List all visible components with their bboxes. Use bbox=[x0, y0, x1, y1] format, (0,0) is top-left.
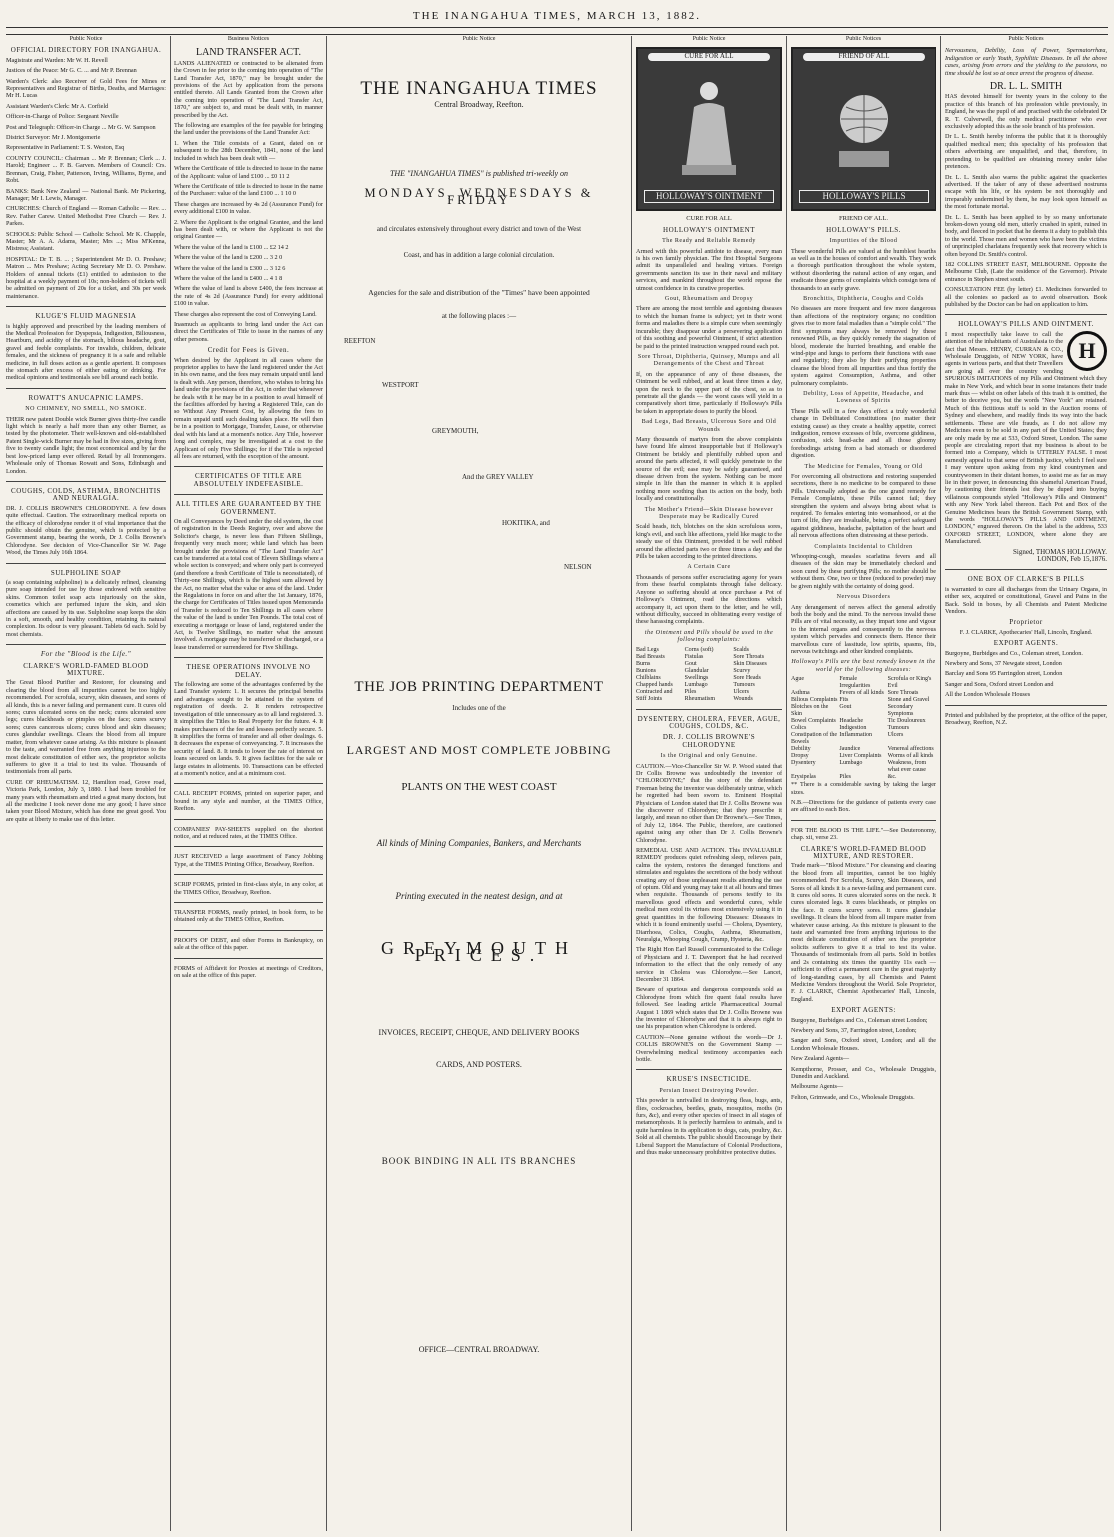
paragraph: If, on the appearance of any of these diseases, the Ointment be well rubbed, and at least three times a day, upon the neck to the upper part of the chest, so as to penetrate all the glands — the worst cases will yield in a comparatively short time, particularly if Holloway's Pills be taken in appropriate doses to purify the blood. bbox=[636, 370, 782, 415]
town: HOKITIKA, and bbox=[502, 519, 550, 528]
divider bbox=[945, 569, 1107, 570]
sub-heading: Impurities of the Blood bbox=[829, 238, 898, 245]
list-item: Bowel Complaints bbox=[791, 718, 836, 725]
list-item: Jaundice bbox=[839, 746, 861, 753]
sub-heading: Gout, Rheumatism and Dropsy bbox=[664, 296, 754, 303]
column-head: Public Notice bbox=[69, 36, 103, 42]
operations-head: THESE OPERATIONS INVOLVE NO DELAY. bbox=[186, 663, 311, 679]
complaints-head: the Ointment and Pills should be used in the following complaints: bbox=[644, 629, 774, 644]
land-transfer-title: LAND TRANSFER ACT. bbox=[196, 47, 301, 59]
credit-head: Credit for Fees is Given. bbox=[207, 346, 290, 355]
list-item: Piles bbox=[839, 774, 851, 781]
divider bbox=[6, 306, 166, 307]
list-item: Worms of all kinds bbox=[887, 753, 934, 760]
smith-consult: CONSULTATION FEE (by letter) £1. Medicines forwarded to all the colonies so packed as to avoid observation. Book published by the Doctor can be had on application to him. bbox=[945, 286, 1107, 308]
divider bbox=[174, 902, 323, 903]
soap-title: SULPHOLINE SOAP bbox=[50, 568, 122, 577]
fees-intro: The following are examples of the fee payable for bringing the land under the provisions of the Land Transfer Act: bbox=[174, 122, 323, 137]
clarke-testimonial: CURE OF RHEUMATISM. 12, Hamilton road, Grove road, Victoria Park, London, July 3, 1880. I had been troubled for many years with rheumatism and tried a great many doctors, but all the medicine I took never done me any good; I have since taken your Blood Mixture, which has done me great good. You are quite at liberty to make use of this letter. bbox=[6, 778, 166, 823]
divider bbox=[174, 958, 323, 959]
sub-heading: Nervous Disorders bbox=[836, 594, 891, 601]
list-item: Headache bbox=[839, 718, 863, 725]
list-item: Sore Throats bbox=[733, 653, 765, 660]
diseases-table bbox=[791, 676, 936, 781]
beware-text: Beware of spurious and dangerous compounds sold as Chlorodyne from which fire quent fatal results have followed. See leading article Pharmaceutical Journal August 1 1869 which states that Dr J. Collis Browne was the inventor of Chlorodyne and that it is always right to use his preparation when Chlorodyne is ordered. bbox=[636, 986, 782, 1031]
soap-text: (a soap containing sulpholine) is a delicately refined, cleansing pure soap intended for use by those endowed with sensitive skins. Common toilet soap acts injuriously on the skin, cosmetics which are perfumed injure the skin, and skin affections are caused by its use. Sulpholine soap keeps the skin in a soft, smooth, and healthy condition, retaining its natural complexion. Its odour is very pleasant. Tablets 6d each. Sold by most chemists. bbox=[6, 578, 166, 638]
insecticide-title: KRUSE'S INSECTICIDE. bbox=[666, 1075, 752, 1084]
list-item: Ulcers bbox=[887, 732, 904, 739]
list-item: Erysipelas bbox=[791, 774, 816, 781]
masthead: THE INANGAHUA TIMES, MARCH 13, 1882. bbox=[412, 10, 702, 22]
pills-emblem bbox=[791, 47, 936, 211]
list-item: Chapped hands bbox=[636, 681, 673, 688]
list-item: Rheumatism bbox=[684, 695, 715, 702]
largest-text: LARGEST AND MOST COMPLETE JOBBING bbox=[346, 742, 612, 757]
fee-line: These charges are increased by 4s 2d (Assurance Fund) for every additional £100 in value. bbox=[174, 200, 323, 216]
list-item: Indigestion bbox=[839, 725, 867, 732]
divider bbox=[174, 930, 323, 931]
paragraph: Any derangement of nerves affect the general adroitly both the body and the mind. To the nervous invalid these Pills are of vital necessity, as they impart tone and vigour to the internal organs and consequently to the nervous system which pervades and connects them. Hence their marvellous cure of lassitude, low spirits, spasms, fits, nervous twitchings and other kindred complaints. bbox=[791, 603, 936, 655]
divider bbox=[636, 1069, 782, 1070]
fee-line: Where the value of land is above £400, the fees increase at the rate of 4s 2d (Assurance Fund) for every additional £100 in value. bbox=[174, 285, 323, 308]
column-head: Public Notices bbox=[1008, 36, 1044, 42]
export-head: EXPORT AGENTS: bbox=[831, 1006, 896, 1015]
column-head: Public Notices bbox=[845, 36, 882, 42]
chlorodyne-sub: Is the Original and only Genuine. bbox=[660, 753, 758, 760]
list-item: Scrofula or King's Evil bbox=[887, 676, 932, 690]
list-item: Secondary Symptoms bbox=[887, 704, 914, 718]
ad-transfer: TRANSFER FORMS, neatly printed, in book form, to be obtained only at the TIMES Office, Reefton. bbox=[174, 909, 323, 924]
guaranteed-head: ALL TITLES ARE GUARANTEED BY THE GOVERNMENT. bbox=[175, 500, 322, 516]
kluge-text: is highly approved and prescribed by the leading members of the Medical Profession for Dyspepsia, Indigestion, Biliousness, Heartburn, and acidity of the stomach, bilious headache, gout, gravel and feeble complaints. For invalids, children, delicate females, and the sickness of pregnancy it is a safe and reliable medicine, in full doses action as a gentle aperient. It composes the stomach after excess of either eating or drinking. For medical opinions and testimonials see bill around each bottle. bbox=[6, 322, 166, 382]
clarke-text: Trade mark—"Blood Mixture." For cleansing and clearing the blood from all impurities, cannot be too highly recommended. For Scrofula, Scurvy, Skin Diseases, and Sores of all kinds it is a never-failing and permanent cure. It cures old sores. It cures ulcerated sores on the neck. It cures ulcerated legs. It cures blackheads, or pimples on the face. It cures scurvy sores. It cures glandular swellings. It clears the blood from all impure matter from whatever cause arising. As this mixture is pleasant to the taste and warranted free from anything injurious to the most delicate constitution of either sex the proprietor solicits sufferers to give it a trial to test its value. Thousands of testimonials from all parts. Sold in bottles and 2s containing six times the quantity 11s each — sufficient to effect a permanent cure in the great majority of long-standing cases, by all Chemists and Patent Medicine Vendors throughout the World. Sole Proprietor, F. J. CLARKE, Chemist Apothecaries' Hall, Lincoln, England. bbox=[791, 862, 936, 1003]
kluge-title: KLUGE'S FLUID MAGNESIA bbox=[35, 312, 137, 321]
list-item: Chilblains bbox=[636, 674, 661, 681]
list-item: Constipation of the Bowels bbox=[791, 732, 837, 746]
circulation-text: and circulates extensively throughout every district and town of the West bbox=[376, 225, 582, 234]
cards-text: CARDS, AND POSTERS. bbox=[436, 1059, 522, 1069]
list-item: Glandular bbox=[684, 667, 709, 674]
fees-note: These charges also represent the cost of Conveying Land. bbox=[174, 310, 317, 318]
divider bbox=[945, 314, 1107, 315]
paragraph: Dr. L. L. Smith has been applied to by so many unfortunate broken-down young old men, utterly crushed in spirit, ruined in body, and fleeced in pocket that he deems it a duty to publish this to the world. Those men and women who have been the victims of unprincipled charlatans frequently seek that recovery which is often beyond Dr. Smith's control. bbox=[945, 213, 1107, 258]
paragraph: No diseases are more frequent and few more dangerous than affections of the respiratory organs; no condition gives rise to more fatal maladies than a "simple cold." The first symptoms may always be removed by these renowned Pills, as they quickly remedy the stagnation of blood, moderate the hurried breathing, and enable the wind-pipe and lungs to perform their functions with ease and regularity; they also by their purifying properties cleanse the blood from all impurities and thus fortify the system against Consumption, Asthma, and other pulmonary complaints. bbox=[791, 305, 936, 387]
coughs-text: DR. J. COLLIS BROWNE'S CHLORODYNE. A few doses quite effectual. Caution. The extraordinary medical reports on the efficacy of chlorodyne render it of vital importance that the public should obtain the genuine, which is protected by a Government stamp, bearing the words, Dr J. Collis Browne's Chlorodyne. See decision of Vice-Chancellor Sir W. Page Wood, the Times July 16th 1864. bbox=[6, 504, 166, 557]
mining-text: All kinds of Mining Companies, Bankers, and Merchants bbox=[376, 837, 582, 848]
russell-text: The Right Hon Earl Russell communicated to the College of Physicians and J. T. Davenport that he had received information to the effect that the only remedy of any service in Cholera was Chlorodyne.—See Lancet, December 31 1864. bbox=[636, 946, 782, 983]
list-item: Bad Breasts bbox=[636, 653, 665, 660]
publication-days: MONDAYS, WEDNESDAYS & FRIDAY bbox=[364, 185, 594, 208]
column-divider bbox=[631, 36, 632, 1531]
column-divider bbox=[786, 36, 787, 1531]
list-item: Burns bbox=[636, 660, 651, 667]
divider bbox=[174, 846, 323, 847]
coughs-title: COUGHS, COLDS, ASTHMA, BRONCHITIS AND NEURALGIA. bbox=[11, 486, 161, 503]
rowatt-title: ROWATT'S ANUCAPNIC LAMPS. bbox=[28, 393, 144, 402]
ad-pay-sheets: COMPANIES' PAY-SHEETS supplied on the shortest notice, and at reduced rates, at the TIMES Office. bbox=[174, 825, 323, 840]
churches: CHURCHES: Church of England — Roman Catholic — Rev. ... Rev. Father Carew. United Methodist Free Church — Rev. J. Parkes. bbox=[6, 205, 166, 228]
paragraph: These Pills will in a few days effect a truly wonderful change in Debilitated Constitutions (no matter their existing cause) as they create a healthy appetite, correct indigestion, remove excesses of bile, overcome giddiness, confusion, sick head-ache and all those gloomy forebodings arising from a bad stomach or disordered digestion. bbox=[791, 407, 936, 460]
list-item: Debility bbox=[791, 746, 811, 753]
emblem-label: HOLLOWAY'S PILLS bbox=[799, 190, 929, 203]
ointment-emblem bbox=[636, 47, 782, 211]
town: NELSON bbox=[564, 563, 592, 572]
box-title: ONE BOX OF CLARKE'S B PILLS bbox=[967, 575, 1085, 584]
plants-text: PLANTS ON THE WEST COAST bbox=[401, 781, 557, 794]
list-item: Weakness, from what ever cause bbox=[887, 760, 927, 774]
credit-text: When desired by the Applicant in all cases where the proprietor applies to have the land registered under the Act in his own name, and the fees may remain unpaid until land is dealt with. Any person, therefore, who wishes to bring his land under the provisions of the Act, in order that whenever he deals with it he may be in a position to avail himself of the facilities afforded by having a Registered Title, can do so Without Any Present Cost, by allowing the fees to remain unpaid until such dealing takes place. He will then be in a position to Mortgage, Transfer, Lease, or otherwise deal with his land at a moment's notice. Any Title, however long and complex, may be investigated at a cost to the Applicant of only Five Shillings; for if the Title is rejected all fees are returned, with the exception of the amount. bbox=[174, 356, 323, 460]
export-line: Burgoyne, Burbidges and Co., Coleman street London; bbox=[791, 1016, 928, 1024]
column-head: Business Notices bbox=[227, 36, 270, 42]
sub-heading: The Medicine for Females, Young or Old bbox=[804, 463, 923, 470]
list-item: &c. bbox=[887, 774, 897, 781]
column-head: Public Notice bbox=[462, 36, 496, 42]
fee-line: Where the Certificate of title is directed to issue in the name of the Applicant: value of land £100 ... £0 11 2 bbox=[174, 165, 323, 180]
insecticide-sub: Persian Insect Destroying Powder. bbox=[659, 1087, 759, 1094]
directory-line: Officer-in-Charge of Police: Sergeant Neville bbox=[6, 113, 119, 121]
globe-figure-icon bbox=[829, 77, 899, 177]
signature: Signed, THOMAS HOLLOWAY. bbox=[1013, 547, 1107, 556]
list-item: Female Irregularities bbox=[839, 676, 871, 690]
directory-line: Representative in Parliament: T. S. Weston, Esq bbox=[6, 144, 125, 152]
directory-line: Magistrate and Warden: Mr W. H. Revell bbox=[6, 56, 108, 64]
hospital: HOSPITAL: Dr T. B. ... ; Superintendent Mr D. O. Preshaw; Matron ... Mrs Preshaw; Acting Secretary Mr D. O. Preshaw. Holders of annual tickets (£1) entitled to admission to the hospital at a weekly payment of 10s; non-holders of tickets will be admitted on payment of 20s for a ticket, and 30s per week maintenance. bbox=[6, 255, 166, 300]
divider bbox=[636, 709, 782, 710]
list-item: Tumours bbox=[733, 681, 755, 688]
divider bbox=[791, 820, 936, 821]
directory-line: District Surveyor: Mr J. Montgomerie bbox=[6, 134, 101, 142]
export-line: Newbery and Sons, 37, Farringdon street, London; bbox=[791, 1026, 917, 1034]
paragraph: Dr. L. L. Smith also warns the public against the quackeries advertised. If the taker of any of these advertised nostrums escape with his life, or his system be not thoroughly and irreparably undermined by them, he may look upon himself as the most fortunate mortal. bbox=[945, 173, 1107, 211]
chlorodyne-title: DR. J. COLLIS BROWNE'S CHLORODYNE bbox=[662, 733, 756, 749]
paragraph: These wonderful Pills are valued at the humblest hearths as well as in the houses of comfort and wealth. They work a thorough purification throughout the whole system, without disordering the natural action of any organ, and eradicate those germs of complaints which consign tens of thousands to an early grave. bbox=[791, 247, 936, 292]
places-text: at the following places :— bbox=[441, 311, 517, 320]
paragraph: There are among the most terrible and agonising diseases to which the human frame is subject; yet in their worst forms and maladies there is a simple cure when seemingly incurable; they disappear under a persevering application of this soothing and powerful Ointment, if strict attention be paid to the printed instruction wrapped round each pot. bbox=[636, 305, 782, 350]
blood-head: For the "Blood is the Life." bbox=[40, 650, 132, 659]
list-item: Swellings bbox=[684, 674, 709, 681]
paragraph: Scald heads, itch, blotches on the skin scrofulous sores, king's evil, and such like affections, yield like magic to the steady use of this Ointment, provided it be well rubbed around the affected parts two or three times a day and the Pills be taken according to the printed directions. bbox=[636, 523, 782, 561]
list-item: Dropsy bbox=[791, 753, 809, 760]
divider bbox=[174, 657, 323, 658]
export-line: Kempthorne, Prosser, and Co., Wholesale Druggists, Dunedin and Auckland. bbox=[791, 1065, 936, 1080]
column-5 bbox=[791, 36, 936, 1531]
schools: SCHOOLS: Public School — Catholic School. Mr K. Chapple, Master; Mr A. A. Adams, Master; Mrs ...; Miss M'Kenna, Mistress; Assistant. bbox=[6, 230, 166, 253]
agencies-text: Agencies for the sale and distribution of the "Times" have been appointed bbox=[368, 288, 590, 298]
clarke-title: CLARKE'S WORLD-FAMED BLOOD MIXTURE. bbox=[23, 661, 149, 678]
town: REEFTON bbox=[344, 337, 376, 346]
list-item: Inflammation bbox=[839, 732, 872, 739]
export-line: Sanger and Sons, Oxford street, London; and all the London Wholesale Houses. bbox=[791, 1037, 936, 1052]
divider bbox=[174, 466, 323, 467]
clarke-address: F. J. CLARKE, Apothecaries' Hall, Lincoln, England. bbox=[959, 628, 1093, 636]
emblem-caption: FRIEND OF ALL. bbox=[839, 215, 888, 223]
divider bbox=[6, 563, 166, 564]
column-divider bbox=[170, 36, 171, 1531]
seated-figure-icon bbox=[674, 77, 744, 177]
invoices-text: INVOICES, RECEIPT, CHEQUE, AND DELIVERY BOOKS bbox=[378, 1028, 580, 1038]
complaints-table bbox=[636, 647, 782, 703]
box-text: is warranted to cure all discharges from the Urinary Organs, in either sex, acquired or constitutional, Gravel and Pains in the Back. Sold in boxes, by all Chemists and Patent Medicine Vendors. bbox=[945, 585, 1107, 616]
diseases-head: Holloway's Pills are the best remedy known in the world for the following diseases: bbox=[791, 659, 936, 673]
export-line: Burgoyne, Burbidges and Co., Coleman street, London. bbox=[945, 649, 1083, 657]
export-line: New Zealand Agents— bbox=[791, 1055, 850, 1063]
paragraph: HAS devoted himself for twenty years in the colony to the practice of this branch of his profession while previously, in England, he was the pupil of and practised with the celebrated Dr R. T. Culverwell, the only medical practitioner who ever exclusively adopted this as the sole branch of his profession. bbox=[945, 93, 1107, 131]
list-item: Sore Throats bbox=[887, 690, 919, 697]
sub-heading: Complaints Incidental to Children bbox=[814, 543, 913, 550]
nb-note: N.B.—Directions for the guidance of patients every case are affixed to each Box. bbox=[791, 798, 936, 814]
export-line: Barclay and Sons 95 Farringdon street, London bbox=[945, 670, 1063, 678]
paragraph: Thousands of persons suffer excruciating agony for years from these fearful complaints through false delicacy. Anyone so suffering should at once purchase a Pot of Holloway's Ointment, read the directions which accompany it, act upon them to the letter, and he will, without difficulty, succeed in obliterating every vestige of these harassing complaints. bbox=[636, 573, 782, 626]
center-advertisement bbox=[332, 36, 626, 1531]
divider bbox=[6, 388, 166, 389]
saving-note: ** There is a considerable saving by taking the larger sizes. bbox=[791, 781, 936, 796]
fee-line: Where the value of the land is £300 ... 3 12 6 bbox=[174, 264, 286, 272]
imprint: Printed and published by the proprietor, at the office of the paper, Broadway, Reefton, N.Z. bbox=[945, 711, 1107, 727]
list-item: Ulcers bbox=[733, 688, 749, 695]
list-item: Gout bbox=[684, 660, 697, 667]
ad-scrip: SCRIP FORMS, printed in first-class style, in any color, at the TIMES Office, Broadway, Reefton. bbox=[174, 881, 323, 896]
export-line: All the London Wholesale Houses bbox=[945, 691, 1031, 699]
proprietor-label: Proprietor bbox=[1009, 618, 1043, 627]
column-head: Public Notice bbox=[692, 36, 726, 42]
ointment-title: HOLLOWAY'S OINTMENT bbox=[663, 225, 755, 234]
dysentery-head: DYSENTERY, CHOLERA, FEVER, AGUE, COUGHS, COLDS, &C. bbox=[637, 714, 781, 730]
town: And the GREY VALLEY bbox=[462, 473, 534, 482]
fee-line: Where the value of the land is £100 ... £2 14 2 bbox=[174, 243, 289, 251]
guaranteed-text: On all Conveyances by Deed under the old system, the cost of registration in the Deeds Registry, over and above the Solicitor's charge, is never less than Fifteen Shillings, frequently very much more; while land which has been brought under the provisions of "The Land Transfer Act" can be transferred at a total cost of Eleven Shillings where a whole section is conveyed; and where only part is conveyed (and therefore a fresh Certificate of Title is necessitated), of Thirty-one Shillings, which is the highest sum allowed by the Act, no matter what the value or area of the land. Under the Regulations in force on and after the 1st January, 1876, the charge for Certificates of Titles issued upon Memoranda of Transfer is reduced to Ten Shillings in all cases where the value of the land is under Ten Pounds. The total cost of executing a mortgage or lease of land, registered under the Act, is Twelve Shillings, no matter what the amount involved. A mortgage may be transferred or discharged, or a lease transferred or surrendered for Five Shillings. bbox=[174, 517, 323, 651]
divider bbox=[174, 783, 323, 784]
export-line: Sanger and Sons, Oxford street London and bbox=[945, 680, 1054, 688]
clarke-text: The Great Blood Purifier and Restorer, for cleansing and clearing the blood from all impurities cannot be too highly recommended. For scrofula, scurvy, skin diseases, and sores of all kinds, this is a never failing and permanent cure. It cures old sores; cures ulcerated sores on the neck; cures ulcerated sore legs; cures blackheads or pimples on the face; cures scurvy sores; cures cancerous ulcers; cures blood and skin diseases; cures glandular swellings. Clears the blood from all impure matter, from whatever cause arising. As this mixture is pleasant to the taste, and warranted free from anything injurious to the most delicate constitution of either sex, the proprietor solicits sufferers to give it a trial to test its value. Thousands of testimonials from all parts. bbox=[6, 679, 166, 776]
town-list bbox=[332, 338, 626, 588]
bookbinding-text: BOOK BINDING IN ALL ITS BRANCHES bbox=[381, 1156, 577, 1167]
paper-address: Central Broadway, Reefton. bbox=[434, 99, 524, 109]
divider bbox=[174, 494, 323, 495]
list-item: Bad Legs bbox=[636, 646, 659, 653]
list-item: Liver Complaints bbox=[839, 753, 882, 760]
directory-line: Justices of the Peace: Mr G. C. ... and Mr P. Brennan bbox=[6, 67, 137, 75]
list-item: Stiff Joints bbox=[636, 695, 663, 702]
list-item: Dysentery bbox=[791, 760, 816, 767]
list-item: Tic Douloureux bbox=[887, 718, 926, 725]
emblem-label: HOLLOWAY'S OINTMENT bbox=[644, 190, 774, 203]
smith-title: DR. L. L. SMITH bbox=[989, 81, 1063, 93]
land-transfer-intro: LANDS ALIENATED or contracted to be alienated from the Crown in fee prior to the coming into operation of "The Land Transfer Act, 1870," may be brought under the provisions of the Act by application from the persons entitled thereto. All Lands Granted from the Crown after the coming into operation of "The Land Transfer Act, 1870," are subject to, and must be dealt with, in manner prescribed by the Act. bbox=[174, 59, 323, 119]
list-item: Piles bbox=[684, 688, 697, 695]
list-item: Colics bbox=[791, 725, 807, 732]
includes-text: Includes one of the bbox=[452, 704, 506, 713]
trademark-seal-icon: H bbox=[1067, 331, 1107, 371]
column-4 bbox=[636, 36, 782, 1531]
ad-proofs: PROOFS OF DEBT, and other Forms in Bankruptcy, on sale at the office of this paper. bbox=[174, 936, 323, 952]
sub-heading: A Certain Cure bbox=[687, 564, 731, 571]
directory-line: Warden's Clerk: also Receiver of Gold Fees for Mines or Representatives and Registrar of Births, Deaths, and Marriages: Mr H. Lucas bbox=[6, 77, 166, 100]
sub-heading: Debility, Loss of Appetite, Headache, and Lowness of Spirits bbox=[803, 390, 924, 405]
list-item: Wounds bbox=[733, 695, 753, 702]
list-item: Bilious Complaints bbox=[791, 697, 838, 704]
list-item: Scalds bbox=[733, 646, 749, 653]
list-item: Stone and Gravel bbox=[887, 697, 930, 704]
paragraph: Whooping-cough, measles scarlatina fevers and all diseases of the skin may be immediately checked and soon cured by these purifying Pills; no mother should be without them. One, two or three (reduced to powder) may be given nightly with the certainty of doing good. bbox=[791, 553, 936, 590]
list-item: Lumbago bbox=[839, 760, 863, 767]
export-head: EXPORT AGENTS. bbox=[993, 639, 1059, 648]
banks: BANKS: Bank New Zealand — National Bank. Mr Pickering, Manager; Mr I. Lewis, Manager. bbox=[6, 187, 166, 202]
paragraph: Armed with this powerful antidote to disease, every man is his own family physician. The first Hospital Surgeons admit its unparalleled and healing virtues. Foreign governments sanction its use in their naval and military services, and mankind throughout the world repose the utmost confidence in its curative properties. bbox=[636, 247, 782, 292]
pills-title: HOLLOWAY'S PILLS. bbox=[826, 225, 901, 234]
list-item: Asthma bbox=[791, 690, 810, 697]
signature-date: LONDON, Feb 15,1876. bbox=[1037, 555, 1107, 563]
job-department: THE JOB PRINTING DEPARTMENT bbox=[354, 679, 604, 696]
list-item: Scurvy bbox=[733, 667, 751, 674]
divider bbox=[174, 819, 323, 820]
list-item: Venereal affections bbox=[887, 746, 934, 753]
holloway-title: HOLLOWAY'S PILLS AND OINTMENT. bbox=[958, 320, 1094, 329]
list-item: Ague bbox=[791, 676, 804, 683]
list-item: Contracted and bbox=[636, 688, 673, 695]
sub-heading: Sore Throat, Diphtheria, Quinsey, Mumps and all Derangements of the Chest and Throat bbox=[637, 353, 781, 368]
fee-line: Where the value of the land is £200 ... 3 2 0 bbox=[174, 254, 283, 262]
export-line: Newbery and Sons, 37 Newgate street, London bbox=[945, 660, 1062, 668]
export-line: Felton, Grimwade, and Co., Wholesale Druggists. bbox=[791, 1093, 915, 1101]
divider bbox=[6, 644, 166, 645]
directory-title: OFFICIAL DIRECTORY FOR INANGAHUA. bbox=[10, 46, 162, 55]
column-2 bbox=[174, 36, 323, 1531]
paragraph: Dr L. L. Smith hereby informs the public that it is thoroughly qualified medical men; this speciality of his profession that others advertising are unqualified, and that, therefore, in pretending to be qualified are obtaining money under false pretences. bbox=[945, 133, 1107, 171]
rowatt-text: THEIR new patent Double wick Burner gives thirty-five candle light which is nearly a half more than any other Burner, as tested by the photometer. Their well-known and old-established Patent Single-wick Burner may be had in five sizes, giving from five to twenty candle light; the most economical and by far the best low-priced lamp ever offered. Retail by all Ironmongers. Wholesale only of Thomas Rowatt and Sons, Edinburgh and London. bbox=[6, 415, 166, 475]
holloway-text: I most respectfully take leave to call the attention of the inhabitants of Australasia to the fact that Messrs. HENRY, CURRAN & CO., Wholesale Druggists, of NEW YORK, have agents in various parts, and that their Travellers are going all over the country vending SPURIOUS IMITATIONS of my Pills and Ointment which they make in New York, and which bear in some instances their trade mark thus — whilst on other labels of this trash it is omitted, the better to deceive you, but the words "New York" are retained. Much of this fictitious stuff is sold in the Auction rooms of Sydney and elsewhere, and readily finds its way into the back settlements. These are vile frauds, as I do not allow my Medicines even to be sold in any part of the United States; they are only made by me at 533, Oxford Street, London. The same people are circulating report that my business is about to be formed into a Company, which is UTTERLY FALSE. I most earnestly appeal to that sense of British justice, which I feel sure I may venture upon asking from my kind countrymen and countrywomen in their distant homes, to assist me as far as may lie in their power, in denouncing this shameful American Fraud, by cautioning their friends lest they be duped into buying villainous compounds styled "Holloway's Pills and Ointment" with any New York label thereon. Each Pot and Box of the Genuine Medicines bears the British Government Stamp, with the words "HOLLOWAY'S PILLS AND OINTMENT, LONDON," engraved thereon. On the label is the address, 533 OXFORD STREET, LONDON, where alone they are Manufactured. bbox=[945, 330, 1107, 546]
town: GREYMOUTH, bbox=[432, 427, 479, 436]
directory-line: Post and Telegraph: Officer-in Charge ... Mr G. W. Sampson bbox=[6, 123, 156, 131]
insurance-note: Inasmuch as applicants to bring land under the Act can direct the Certificates of Title to issue in the names of any other persons. bbox=[174, 321, 323, 343]
smith-intro: Nervousness, Debility, Loss of Power, Spermatorrhœa, Indigestion or early Youth, Syphilitic Diseases. In all the above cases, arising from errors and the yielding to the passions, no time should be lost so at once arrest the progress of disease. bbox=[945, 47, 1107, 77]
remedial-text: REMEDIAL USE AND ACTION. This INVALUABLE REMEDY produces quiet refreshing sleep, relieves pain, calms the system, restores the deranged functions and stimulates and regulates the secretions of the body without creating any of those unpleasant results attending the use of opium. Old and young may take it at all hours and times when requisite. Thousands of persons testify to its marvellous good effects and wonderful cures, while medical men extol its virtues most extensively using it in great quantities in the following Diseases: Diseases in which it is found eminently useful — Cholera, Dysentery, Diarrhoea, Colics, Coughs, Asthma, Rheumatism, Neuralgia, Whooping Cough, Cramp, Hysteria, &c. bbox=[636, 847, 782, 943]
paragraph: Many thousands of martyrs from the above complaints have found life almost insupportable but if Holloway's Ointment be briskly and plentifully rubbed upon and around the parts affected, it will quickly penetrate to the source of the evil; ease may be safely guaranteed, and disease driven from the system. Nothing can be more simple in life than the manner in which it is applied nothing more soothing than its action on the body, both locally and constitutionally. bbox=[636, 435, 782, 503]
rowatt-sub: NO CHIMNEY, NO SMELL, NO SMOKE. bbox=[25, 406, 147, 413]
column-1 bbox=[6, 36, 166, 1531]
caution-text: CAUTION—None genuine without the words—Dr J. COLLIS BROWNE'S on the Government Stamp — Overwhelming medical testimony accompanies each bottle. bbox=[636, 1033, 782, 1063]
list-item: Fits bbox=[839, 697, 849, 704]
county-council: COUNTY COUNCIL: Chairman ... Mr P. Brennan; Clerk ... J. Harold; Engineer ... F. B. Garven. Members of Council: Crs. Brennan, Craig, Fisher, Patterson, Irving, Williams, Byrne, and Robt. bbox=[6, 154, 166, 185]
certificates-head: CERTIFICATES OF TITLE ARE ABSOLUTELY INDEFEASIBLE. bbox=[193, 472, 304, 488]
fee-line: 2. Where the Applicant is the original Grantee, and the land has been dealt with, or where the Applicant is not the original Grantee — bbox=[174, 218, 323, 241]
list-item: Fistulas bbox=[684, 653, 704, 660]
sub-heading: The Ready and Reliable Remedy bbox=[662, 238, 756, 245]
masthead-rule bbox=[6, 27, 1108, 28]
list-item: Fevers of all kinds bbox=[839, 690, 884, 697]
list-item: Lumbago bbox=[684, 681, 708, 688]
ad-call-receipt: CALL RECEIPT FORMS, printed on superior paper, and bound in any style and number, at the TIMES Office, Reefton. bbox=[174, 790, 323, 813]
masthead-rule-lower bbox=[6, 34, 1108, 35]
ad-affidavit: FORMS of Affidavit for Proxies at meetings of Creditors, on sale at the office of this paper. bbox=[174, 964, 323, 980]
list-item: Blotches on the Skin bbox=[791, 704, 829, 718]
list-item: Corns (soft) bbox=[684, 646, 714, 653]
town: WESTPORT bbox=[382, 381, 419, 390]
operations-text: The following are some of the advantages conferred by the Land Transfer system: 1. It secures the principal benefits and advantages sought to be attained in the system of registration of deeds. 2. It renders retrospective investigation of title unnecessary as to all land registered. 3. It simplifies the Titles to Real Property for the future. 4. It makes purchasers of the fee and lessees perfectly secure. 5. It simplifies the forms of transfer and all other dealings. 6. It decreases the expense of conveyancing. 7. It increases the security of land. 8. It tends to lower the rate of interest on loans secured on lands. 9. It gives facilities for the sale or large estates in allotments. 10. Transactions can be effected at a moment's notice, and at a minimum cost. bbox=[174, 681, 323, 777]
ad-type: JUST RECEIVED a large assortment of Fancy Jobbing Type, at the TIMES Printing Office, Broadway, Reefton. bbox=[174, 853, 323, 868]
export-line: Melbourne Agents— bbox=[791, 1083, 844, 1091]
emblem-banner: CURE FOR ALL bbox=[648, 53, 770, 60]
list-item: Gout bbox=[839, 704, 852, 711]
fee-line: Where the Certificate of title is directed to issue in the name of the Purchaser: value of the land £100 ... 1 10 0 bbox=[174, 182, 323, 198]
list-item: Bunions bbox=[636, 667, 657, 674]
fee-line: 1. When the Title consists of a Grant, dated on or subsequent to the 28th December, 1841, none of the land included in which has been dealt with — bbox=[174, 139, 323, 162]
sub-heading: The Mother's Friend—Skin Disease however Desperate may be Radically Cured bbox=[644, 506, 774, 521]
list-item: Tumours bbox=[887, 725, 910, 732]
emblem-caption: CURE FOR ALL bbox=[686, 215, 732, 223]
paper-title: THE INANGAHUA TIMES bbox=[360, 78, 598, 100]
printing-text: Printing executed in the neatest design, and at bbox=[395, 891, 563, 902]
smith-address: 182 COLLINS STREET EAST, MELBOURNE. Opposite the Melbourne Club, (Late the residence of the Governor). Private entrance in Stephen street south. bbox=[945, 260, 1107, 283]
directory-line: Assistant Warden's Clerk: Mr A. Corfield bbox=[6, 102, 109, 110]
sub-heading: Bronchitis, Diphtheria, Coughs and Colds bbox=[803, 296, 924, 303]
column-divider bbox=[326, 36, 327, 1531]
fee-line: Where the value of the land is £400 ... 4 1 8 bbox=[174, 274, 283, 282]
column-6 bbox=[945, 36, 1107, 1531]
list-item: Skin Diseases bbox=[733, 660, 767, 667]
publication-lead: THE "INANGAHUA TIMES" is published tri-weekly on bbox=[389, 169, 569, 179]
office-text: OFFICE—CENTRAL BROADWAY. bbox=[418, 1344, 540, 1354]
prices-text: GREYMOUTH PRICES. bbox=[381, 937, 577, 965]
sub-heading: Bad Legs, Bad Breasts, Ulcerous Sore and Old Wounds bbox=[641, 419, 777, 433]
divider bbox=[174, 874, 323, 875]
divider bbox=[945, 705, 1107, 706]
chlorodyne-text: CAUTION.—Vice-Chancellor Sir W. P. Wood stated that Dr Collis Browne was undoubtedly the inventor of "CHLORODYNE;" that the story of the defendant Freeman being the inventor was deliberately untrue, which he regretted had been sworn to. Eminent Hospital Physicians of London stated that Dr J. Collis Browne was the discoverer of Chlorodyne; that they prescribe it largely, and mean no other than Dr Browne's.—See Times, of July 12, 1864. The Public, therefore, are cautioned against using any other than Dr J. Collis Browne's Chlorodyne. bbox=[636, 762, 782, 844]
list-item: Sore Heads bbox=[733, 674, 761, 681]
insecticide-text: This powder is unrivalled in destroying fleas, bugs, ants, flies, cockroaches, beetles, gnats, mosquitos, moths (in furs, &c), and every other species of insect in all stages of metamorphosis. It is perfectly harmless to animals, and is quite harmless in its application to dogs, cats, poultry, &c. Sold at all chemists. The public should Encourage by their Liberal Support the Manufacture of Colonial Productions, and thus make unnecessary prohibitive protective duties. bbox=[636, 1097, 782, 1157]
blood-head: FOR THE BLOOD IS THE LIFE."—See Deuteronomy, chap. xii, verse 23. bbox=[791, 826, 936, 842]
emblem-banner: FRIEND OF ALL bbox=[803, 53, 925, 60]
paragraph: For overcoming all obstructions and restoring suspended secretions, there is no medicine to be compared to these Pills. Universally adopted as the one grand remedy for Female Complaints, these Pills cannot fail; they strengthen the system and always bring about what is required. To females entering into womanhood, or at the turn of life, they are invaluable, being a perfect safeguard against giddiness, headache, palpitation of the heart and all nervous affections often distressing at these periods. bbox=[791, 473, 936, 540]
column-divider bbox=[940, 36, 941, 1531]
clarke-title: CLARKE'S WORLD-FAMED BLOOD MIXTURE, AND RESTORER. bbox=[800, 844, 927, 860]
divider bbox=[6, 481, 166, 482]
coast-text: Coast, and has in addition a large colonial circulation. bbox=[403, 250, 555, 259]
